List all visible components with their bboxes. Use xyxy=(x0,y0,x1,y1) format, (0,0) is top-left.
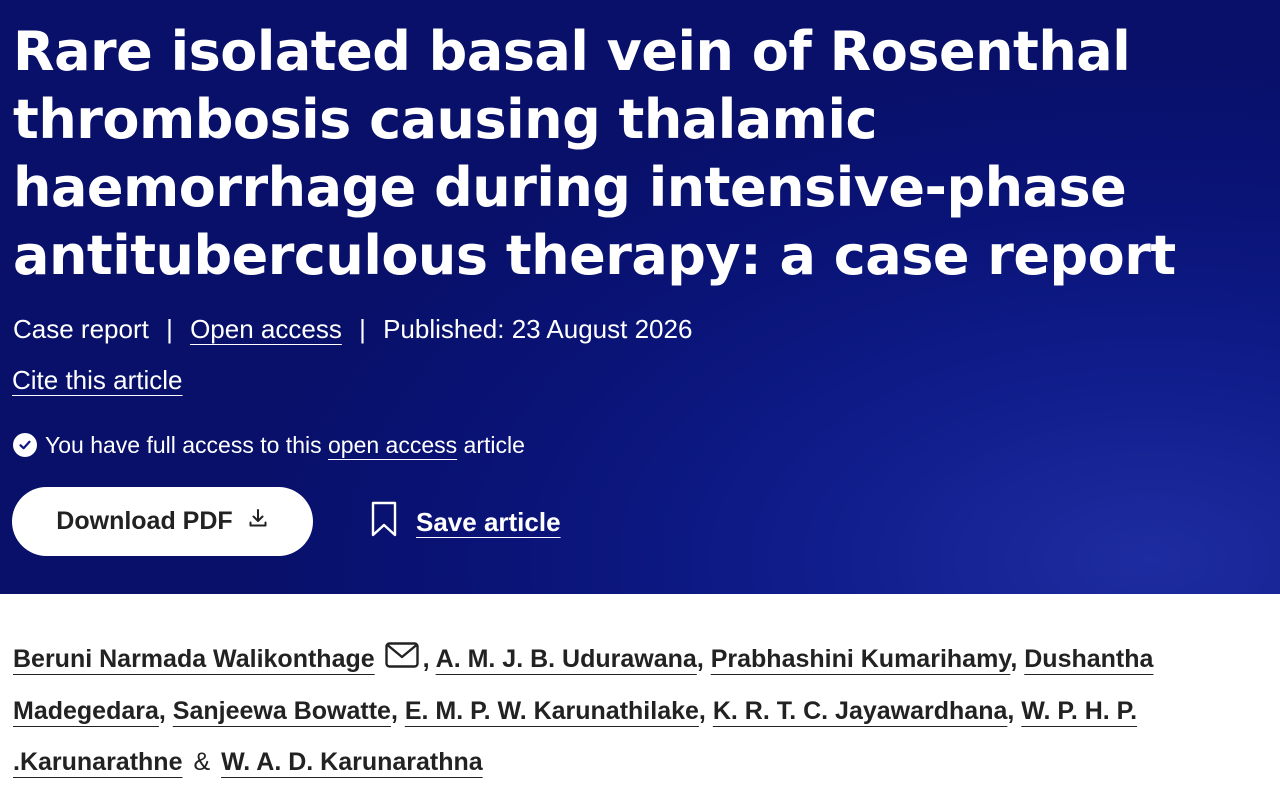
check-circle-icon xyxy=(13,433,37,457)
author-separator: , xyxy=(158,696,166,725)
author-list xyxy=(13,634,1263,788)
author-link[interactable]: Dushantha Madegedara xyxy=(13,645,1154,725)
article-meta xyxy=(13,309,692,349)
access-notice xyxy=(13,428,525,462)
save-article-button[interactable] xyxy=(370,502,561,542)
bookmark-icon xyxy=(370,501,398,544)
published-date: Published: 23 August 2026 xyxy=(383,314,693,344)
open-access-link[interactable]: Open access xyxy=(190,314,342,344)
access-text-after: article xyxy=(463,432,525,458)
article-type: Case report xyxy=(13,314,149,344)
access-text-before: You have full access to this xyxy=(45,432,322,458)
save-article-label: Save article xyxy=(416,506,561,537)
meta-separator: | xyxy=(359,314,366,344)
author-link[interactable]: E. M. P. W. Karunathilake xyxy=(404,696,699,725)
cite-article-link[interactable]: Cite this article xyxy=(12,365,183,395)
download-pdf-button[interactable] xyxy=(12,487,313,556)
author-link[interactable]: A. M. J. B. Udurawana xyxy=(435,645,697,673)
cite-section xyxy=(12,360,183,400)
article-title: Rare isolated basal vein of Rosenthal thrombosis causing thalamic haemorrhage during intensive-phase antituberculous therapy: a case report xyxy=(13,20,1176,287)
author-link[interactable]: Sanjeewa Bowatte xyxy=(172,696,391,725)
access-open-access-link[interactable]: open access xyxy=(328,432,458,458)
author-link[interactable]: Prabhashini Kumarihamy xyxy=(710,645,1011,673)
author-separator: , xyxy=(422,645,430,673)
meta-separator: | xyxy=(166,314,173,344)
author-link[interactable]: W. A. D. Karunarathna xyxy=(221,747,483,776)
author-separator: , xyxy=(1010,645,1018,673)
author-separator: , xyxy=(1007,696,1015,725)
author-separator: , xyxy=(390,696,398,725)
mail-icon[interactable] xyxy=(385,635,419,686)
author-separator: , xyxy=(696,645,704,673)
download-pdf-label: Download PDF xyxy=(56,507,233,535)
author-link[interactable]: W. P. H. P. .Karunarathne xyxy=(13,696,1138,776)
author-link[interactable]: Beruni Narmada Walikonthage xyxy=(13,645,375,673)
download-icon xyxy=(247,507,269,536)
author-ampersand: & xyxy=(193,747,211,776)
author-separator: , xyxy=(698,696,706,725)
author-link[interactable]: K. R. T. C. Jayawardhana xyxy=(712,696,1008,725)
